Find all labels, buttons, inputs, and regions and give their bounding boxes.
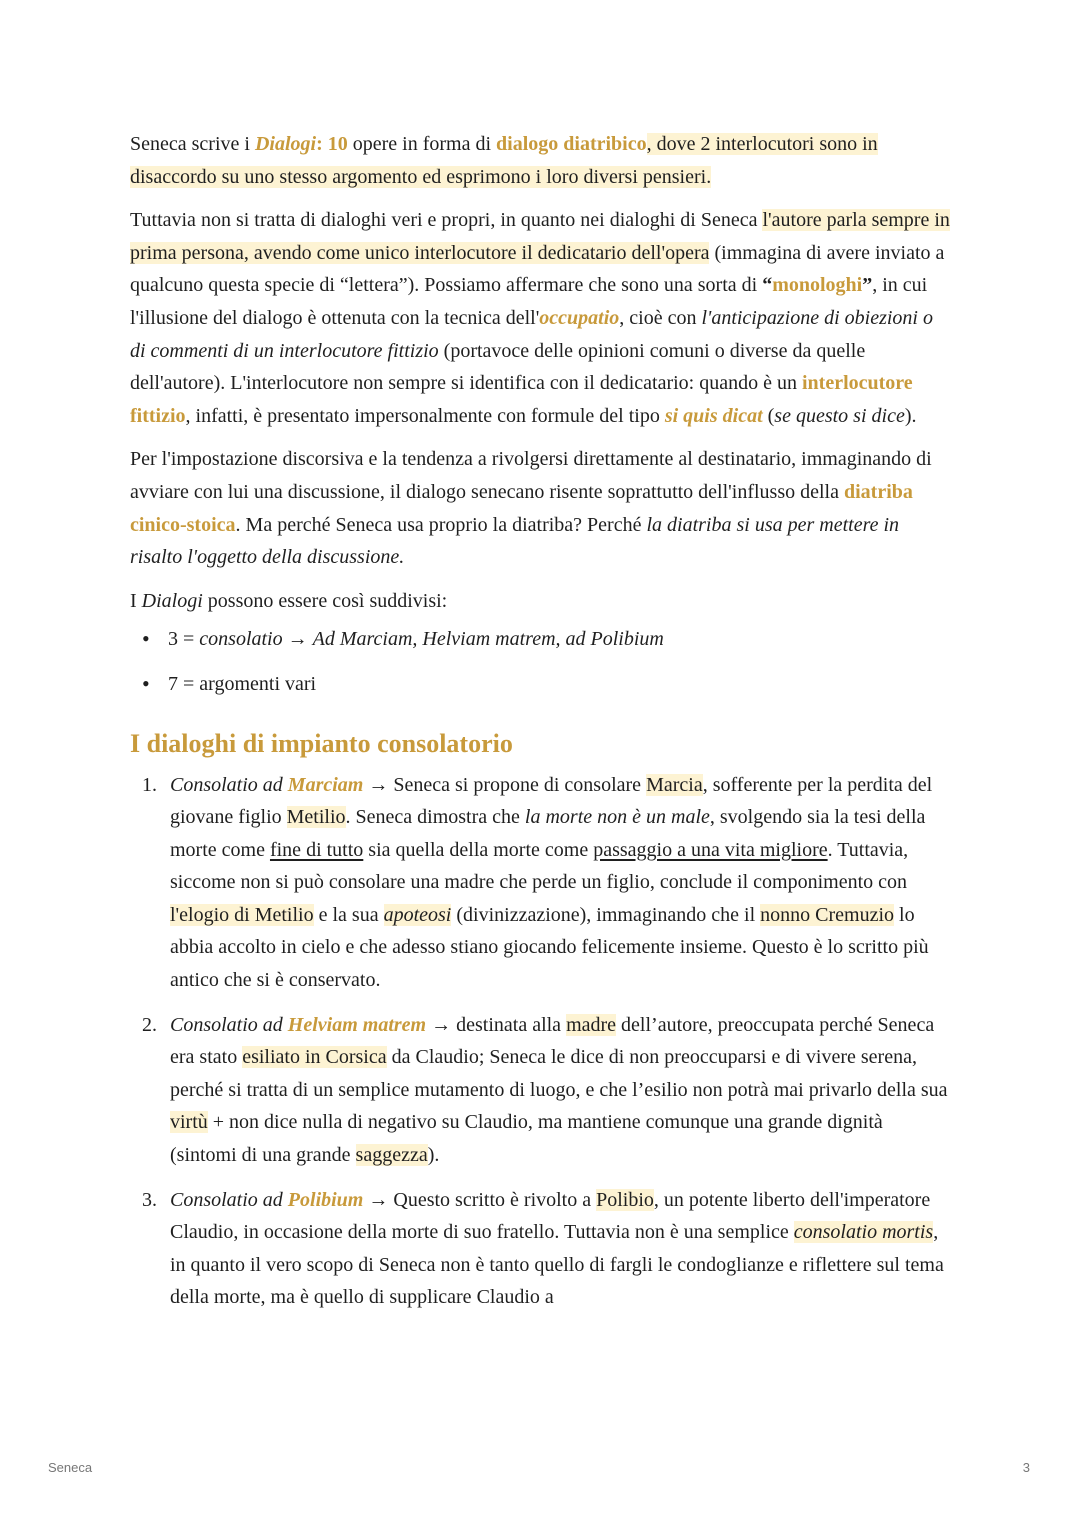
text-run: (immagina di avere inviato a qualcuno questa specie di “lettera”). Possiamo affermare che sono una sorta di: [130, 241, 945, 297]
text-run: dell’autore, preoccupata perché Seneca era stato: [170, 1013, 935, 1069]
italic-run: l'anticipazione di obiezioni o di commenti di un interlocutore fittizio: [130, 306, 933, 362]
term-si-quis-dicat: si quis dicat: [664, 404, 763, 427]
text-run: :: [316, 133, 328, 155]
italic-run: Consolatio ad: [170, 1188, 288, 1211]
term-interlocutore: interlocutore fittizio: [130, 372, 913, 427]
italic-run: consolatio: [199, 628, 283, 651]
italic-run: Dialogi: [141, 589, 203, 612]
highlight-run: l'elogio di Metilio: [170, 903, 314, 926]
text-run: , in cui l'illusione del dialogo è ottenuta con la tecnica dell': [130, 274, 928, 329]
list-item: [168, 623, 952, 656]
text-run: (portavoce delle opinioni comuni o diverse da quelle dell'autore). L'interlocutore non sempre si identifica con il dedicatario: quando è un: [130, 339, 866, 395]
text-run: Seneca scrive i: [130, 133, 255, 155]
text-run: . Seneca dimostra che: [345, 806, 525, 829]
text-run: Tuttavia non si tratta di dialoghi veri e propri, in quanto nei dialoghi di Seneca: [130, 209, 763, 232]
text-run: lo abbia accolto in cielo e che adesso stiano giocando felicemente insieme. Questo è lo scritto più antico che si è conservato.: [170, 903, 929, 992]
text-run: 3 =: [168, 628, 200, 651]
highlight-run: apoteosi: [383, 903, 452, 926]
text-run: da Claudio; Seneca le dice di non preoccuparsi e di vivere serena, perché si tratta di un semplice mutamento di luogo, e che l’esilio non potrà mai privarlo della sua: [170, 1046, 948, 1101]
text-run: , infatti, è presentato impersonalmente con formule del tipo: [185, 404, 665, 427]
list-number: 1.: [142, 773, 157, 796]
text-run: ).: [904, 404, 917, 427]
footer-title: Seneca: [48, 1460, 93, 1475]
list-number: 3.: [142, 1188, 157, 1211]
highlight-run: Metilio: [286, 806, 346, 829]
paragraph-suddivisione: [130, 585, 952, 618]
quote-mark: “: [762, 274, 773, 297]
highlight-run: virtù: [170, 1111, 208, 1134]
term-occupatio: occupatio: [539, 306, 620, 329]
underline-run: fine di tutto: [269, 838, 364, 861]
highlight-run: , dove 2 interlocutori sono in disaccordo su uno stesso argomento ed esprimono i loro diversi pensieri.: [130, 133, 878, 188]
term-dialogo-diatribico: dialogo diatribico: [496, 133, 647, 155]
term-diatriba: diatriba cinico-stoica: [130, 480, 913, 536]
page-number: 3: [1022, 1460, 1030, 1475]
term-dialogi: Dialogi: [254, 133, 317, 155]
quote-mark: ”: [862, 274, 873, 297]
paragraph-monologhi: [130, 204, 952, 432]
italic-run: Ad Marciam, Helviam matrem, ad Polibium: [312, 628, 664, 651]
highlight-run: saggezza: [355, 1144, 428, 1167]
arrow: →: [282, 628, 313, 651]
highlight-run: esiliato in Corsica: [242, 1046, 387, 1069]
numbered-list: [130, 769, 952, 1315]
text-run: sia quella della morte come: [363, 838, 594, 861]
list-item-helviam: [142, 1009, 952, 1172]
highlight-run: l'autore parla sempre in prima persona, avendo come unico interlocutore il dedicatario dell'opera: [130, 209, 950, 264]
italic-run: la morte non è un male: [524, 806, 710, 829]
text-run: Per l'impostazione discorsiva e la tendenza a rivolgersi direttamente al destinatario, immaginando di avviare con lui una discussione, il dialogo senecano risente soprattutto dell'influsso della: [130, 448, 932, 503]
term-monologhi: monologhi: [772, 274, 863, 297]
text-run: I: [130, 589, 142, 612]
bullet-list: [130, 623, 952, 700]
text-run: , un potente liberto dell'imperatore Claudio, in occasione della morte di suo fratello. Tuttavia non è una semplice: [170, 1188, 931, 1244]
paragraph-diatriba: [130, 443, 952, 573]
text-run: possono essere così suddivisi:: [202, 589, 448, 612]
text-run: opere in forma di: [347, 133, 497, 155]
list-item-polibium: [142, 1184, 952, 1314]
italic-run: Consolatio ad: [170, 773, 288, 796]
text-run: (: [762, 404, 775, 427]
section-heading: I dialoghi di impianto consolatorio: [130, 728, 513, 758]
list-item: [168, 668, 952, 701]
text-run: , svolgendo sia la tesi della morte come: [170, 806, 926, 861]
highlight-run: Marcia: [646, 773, 703, 796]
text-run: → destinata alla: [426, 1013, 567, 1036]
text-run: , sofferente per la perdita del giovane figlio: [170, 773, 933, 829]
italic-run: Consolatio ad: [170, 1013, 288, 1036]
text-run: → Seneca si propone di consolare: [363, 773, 647, 796]
document-body: [130, 128, 952, 1326]
term-helviam: Helviam matrem: [287, 1013, 427, 1036]
text-run: , in quanto il vero scopo di Seneca non è tanto quello di fargli le condoglianze e riflettere sul tema della morte, ma è quello di supplicare Claudio a: [170, 1221, 944, 1309]
highlight-run: nonno Cremuzio: [760, 903, 895, 926]
underline-run: passaggio a una vita migliore: [593, 838, 828, 861]
italic-run: se questo si dice: [774, 404, 905, 427]
highlight-run: Polibio: [596, 1188, 654, 1211]
text-run: + non dice nulla di negativo su Claudio, ma mantiene comunque una grande dignità (sintomi di una grande: [170, 1111, 883, 1167]
text-run: . Ma perché Seneca usa proprio la diatriba? Perché: [235, 513, 647, 536]
text-run: , cioè con: [619, 306, 702, 329]
highlight-run: consolatio mortis: [793, 1221, 934, 1244]
text-run: ).: [427, 1144, 440, 1167]
text-run: 7 = argomenti vari: [168, 672, 317, 695]
term-polibium: Polibium: [287, 1188, 364, 1211]
text-run: → Questo scritto è rivolto a: [363, 1188, 597, 1211]
list-item-marciam: [142, 769, 952, 997]
text-run: (divinizzazione), immaginando che il: [451, 903, 761, 926]
list-number: 2.: [142, 1013, 157, 1036]
highlight-run: madre: [566, 1013, 617, 1036]
paragraph-intro: [130, 128, 952, 193]
text-run: e la sua: [313, 903, 384, 926]
italic-run: la diatriba si usa per mettere in risalto l'oggetto della discussione.: [130, 513, 900, 569]
term-number: 10: [327, 133, 348, 155]
text-run: . Tuttavia, siccome non si può consolare una madre che perde un figlio, conclude il componimento con: [170, 838, 909, 894]
term-marciam: Marciam: [287, 773, 364, 796]
